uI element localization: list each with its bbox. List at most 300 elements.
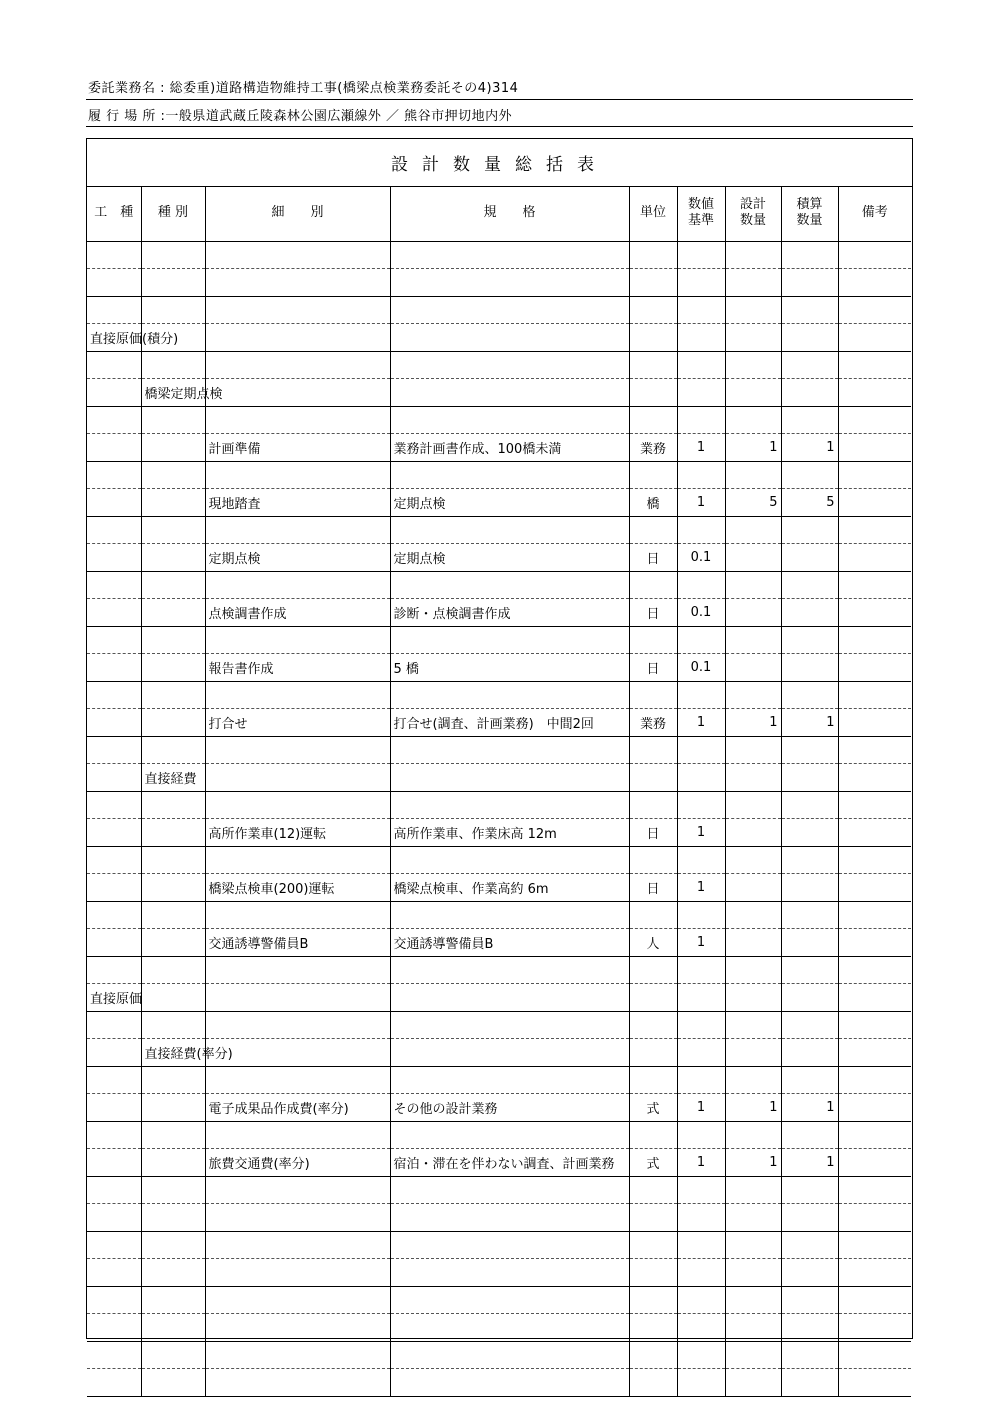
cell-biko <box>838 1204 911 1232</box>
cell-shubetsu <box>141 544 205 572</box>
cell-blank <box>390 626 629 654</box>
table-row <box>87 984 911 1012</box>
table-row <box>87 1149 911 1177</box>
cell-blank <box>87 1176 141 1204</box>
cell-blank <box>838 681 911 709</box>
table-row <box>87 599 911 627</box>
cell-blank <box>677 241 725 269</box>
cell-blank <box>141 1286 205 1314</box>
cell-blank <box>838 1066 911 1094</box>
cell-blank <box>781 846 838 874</box>
col-header-sekkei: 設計 数量 <box>725 186 781 241</box>
cell-blank <box>629 1231 677 1259</box>
cell-kikaku <box>390 1204 629 1232</box>
cell-blank <box>838 1286 911 1314</box>
cell-blank <box>781 901 838 929</box>
cell-kikaku: 高所作業車、作業床高 12m <box>390 819 629 847</box>
table-row-spacer <box>87 1286 911 1314</box>
table-row <box>87 544 911 572</box>
cell-blank <box>205 1011 390 1039</box>
cell-saibetsu <box>205 1314 390 1342</box>
cell-shubetsu <box>141 984 205 1012</box>
cell-blank <box>838 571 911 599</box>
table-row-spacer <box>87 626 911 654</box>
cell-sekkei <box>725 324 781 352</box>
header-rule-1 <box>86 99 913 100</box>
cell-sekkei <box>725 874 781 902</box>
cell-blank <box>205 1341 390 1369</box>
cell-blank <box>87 791 141 819</box>
cell-koshu: 直接原価(積分) <box>87 324 141 352</box>
cell-tani: 日 <box>629 819 677 847</box>
cell-blank <box>629 406 677 434</box>
cell-sekkei: 1 <box>725 434 781 462</box>
table-row <box>87 709 911 737</box>
cell-blank <box>781 1011 838 1039</box>
cell-blank <box>629 626 677 654</box>
cell-blank <box>629 296 677 324</box>
cell-blank <box>677 516 725 544</box>
cell-blank <box>781 571 838 599</box>
cell-kikaku: 業務計画書作成、100橋未満 <box>390 434 629 462</box>
col-header-tani: 単位 <box>629 186 677 241</box>
cell-sekkei <box>725 654 781 682</box>
cell-blank <box>629 1121 677 1149</box>
cell-blank <box>725 461 781 489</box>
cell-blank <box>390 1011 629 1039</box>
cell-koshu: 直接原価 <box>87 984 141 1012</box>
cell-blank <box>390 956 629 984</box>
cell-sekkei <box>725 544 781 572</box>
cell-tani <box>629 1204 677 1232</box>
cell-biko <box>838 1314 911 1342</box>
cell-blank <box>629 791 677 819</box>
table-row <box>87 1369 911 1397</box>
cell-blank <box>205 626 390 654</box>
cell-blank <box>87 351 141 379</box>
cell-suuchi: 1 <box>677 1094 725 1122</box>
col-header-sekisan: 積算 数量 <box>781 186 838 241</box>
cell-blank <box>390 516 629 544</box>
table-row-spacer <box>87 846 911 874</box>
cell-biko <box>838 324 911 352</box>
cell-saibetsu <box>205 1204 390 1232</box>
cell-blank <box>629 461 677 489</box>
cell-suuchi: 1 <box>677 489 725 517</box>
cell-blank <box>677 406 725 434</box>
table-row-spacer <box>87 901 911 929</box>
cell-blank <box>205 1231 390 1259</box>
cell-blank <box>725 1176 781 1204</box>
cell-blank <box>725 736 781 764</box>
work-location: 履 行 場 所 :一般県道武蔵丘陵森林公園広瀬線外 ／ 熊谷市押切地内外 <box>88 109 513 124</box>
cell-blank <box>390 1121 629 1149</box>
cell-blank <box>87 681 141 709</box>
cell-suuchi: 1 <box>677 709 725 737</box>
cell-blank <box>205 846 390 874</box>
cell-koshu <box>87 1149 141 1177</box>
cell-biko <box>838 819 911 847</box>
cell-blank <box>390 571 629 599</box>
cell-biko <box>838 269 911 297</box>
col-header-kikaku: 規 格 <box>390 186 629 241</box>
quantity-table <box>87 186 911 1397</box>
cell-kikaku <box>390 1259 629 1287</box>
cell-blank <box>87 626 141 654</box>
cell-blank <box>838 1231 911 1259</box>
cell-suuchi: 1 <box>677 874 725 902</box>
cell-saibetsu <box>205 324 390 352</box>
cell-biko <box>838 929 911 957</box>
table-row <box>87 764 911 792</box>
cell-blank <box>205 571 390 599</box>
cell-shubetsu <box>141 1149 205 1177</box>
col-header-shubetsu: 種 別 <box>141 186 205 241</box>
cell-suuchi <box>677 984 725 1012</box>
cell-sekkei <box>725 1259 781 1287</box>
cell-koshu <box>87 709 141 737</box>
cell-blank <box>141 461 205 489</box>
cell-blank <box>141 241 205 269</box>
cell-saibetsu <box>205 1259 390 1287</box>
cell-blank <box>629 1176 677 1204</box>
cell-sekkei <box>725 984 781 1012</box>
cell-biko <box>838 434 911 462</box>
header-rule-2 <box>86 126 913 127</box>
cell-blank <box>838 351 911 379</box>
cell-blank <box>781 351 838 379</box>
cell-blank <box>677 1176 725 1204</box>
cell-sekisan <box>781 929 838 957</box>
cell-biko <box>838 544 911 572</box>
cell-biko <box>838 654 911 682</box>
cell-blank <box>141 406 205 434</box>
cell-blank <box>141 1341 205 1369</box>
cell-blank <box>87 846 141 874</box>
cell-saibetsu: 点検調書作成 <box>205 599 390 627</box>
cell-blank <box>205 956 390 984</box>
cell-blank <box>838 626 911 654</box>
cell-blank <box>390 681 629 709</box>
cell-saibetsu: 報告書作成 <box>205 654 390 682</box>
cell-blank <box>87 901 141 929</box>
cell-suuchi <box>677 764 725 792</box>
contract-name: 委託業務名 : 総委重)道路構造物維持工事(橋梁点検業務委託その4)314 <box>88 81 519 96</box>
cell-blank <box>205 296 390 324</box>
cell-suuchi: 1 <box>677 819 725 847</box>
cell-blank <box>629 241 677 269</box>
cell-koshu <box>87 819 141 847</box>
cell-sekkei: 1 <box>725 1149 781 1177</box>
cell-blank <box>87 736 141 764</box>
cell-kikaku: 定期点検 <box>390 544 629 572</box>
cell-blank <box>390 296 629 324</box>
cell-kikaku: その他の設計業務 <box>390 1094 629 1122</box>
cell-sekkei <box>725 929 781 957</box>
cell-blank <box>141 1066 205 1094</box>
table-row-spacer <box>87 296 911 324</box>
cell-tani: 業務 <box>629 709 677 737</box>
cell-shubetsu <box>141 434 205 462</box>
table-row-spacer <box>87 406 911 434</box>
cell-sekisan <box>781 874 838 902</box>
cell-blank <box>725 351 781 379</box>
cell-tani: 式 <box>629 1149 677 1177</box>
cell-suuchi <box>677 269 725 297</box>
cell-koshu <box>87 1314 141 1342</box>
cell-blank <box>838 1176 911 1204</box>
cell-biko <box>838 1369 911 1397</box>
cell-blank <box>87 1066 141 1094</box>
cell-blank <box>781 791 838 819</box>
cell-kikaku: 打合せ(調査、計画業務) 中間2回 <box>390 709 629 737</box>
cell-koshu <box>87 764 141 792</box>
cell-blank <box>781 516 838 544</box>
cell-blank <box>677 1121 725 1149</box>
table-row <box>87 1204 911 1232</box>
cell-sekisan <box>781 654 838 682</box>
cell-sekisan <box>781 984 838 1012</box>
cell-biko <box>838 379 911 407</box>
cell-blank <box>205 1121 390 1149</box>
cell-blank <box>629 571 677 599</box>
cell-blank <box>141 791 205 819</box>
table-row <box>87 1039 911 1067</box>
cell-blank <box>838 1121 911 1149</box>
cell-shubetsu <box>141 1204 205 1232</box>
cell-kikaku: 交通誘導警備員B <box>390 929 629 957</box>
cell-sekisan <box>781 764 838 792</box>
cell-blank <box>838 1011 911 1039</box>
cell-kikaku: 宿泊・滞在を伴わない調査、計画業務 <box>390 1149 629 1177</box>
cell-kikaku <box>390 324 629 352</box>
cell-shubetsu <box>141 1314 205 1342</box>
cell-suuchi <box>677 1259 725 1287</box>
table-row <box>87 269 911 297</box>
cell-blank <box>141 351 205 379</box>
cell-kikaku <box>390 379 629 407</box>
cell-blank <box>141 901 205 929</box>
cell-blank <box>677 956 725 984</box>
cell-tani <box>629 984 677 1012</box>
cell-biko <box>838 874 911 902</box>
cell-blank <box>838 901 911 929</box>
table-row-spacer <box>87 1341 911 1369</box>
cell-sekkei <box>725 269 781 297</box>
table-row-spacer <box>87 1176 911 1204</box>
cell-blank <box>677 351 725 379</box>
cell-blank <box>141 626 205 654</box>
cell-blank <box>390 461 629 489</box>
cell-sekisan: 1 <box>781 709 838 737</box>
col-header-biko: 備考 <box>838 186 911 241</box>
cell-blank <box>781 1341 838 1369</box>
cell-saibetsu: 打合せ <box>205 709 390 737</box>
cell-kikaku <box>390 269 629 297</box>
cell-blank <box>87 1231 141 1259</box>
cell-blank <box>677 461 725 489</box>
cell-shubetsu <box>141 874 205 902</box>
cell-blank <box>390 406 629 434</box>
cell-biko <box>838 1259 911 1287</box>
table-row-spacer <box>87 791 911 819</box>
cell-blank <box>205 1286 390 1314</box>
cell-shubetsu <box>141 1094 205 1122</box>
cell-saibetsu <box>205 984 390 1012</box>
cell-shubetsu <box>141 1259 205 1287</box>
table-row-spacer <box>87 1011 911 1039</box>
cell-blank <box>629 351 677 379</box>
cell-sekisan: 1 <box>781 434 838 462</box>
cell-koshu <box>87 544 141 572</box>
cell-kikaku <box>390 1369 629 1397</box>
cell-blank <box>390 241 629 269</box>
cell-tani <box>629 764 677 792</box>
cell-blank <box>390 846 629 874</box>
cell-kikaku <box>390 1314 629 1342</box>
cell-koshu <box>87 599 141 627</box>
cell-suuchi <box>677 1314 725 1342</box>
cell-blank <box>781 1231 838 1259</box>
cell-blank <box>629 1341 677 1369</box>
cell-sekisan <box>781 1314 838 1342</box>
cell-blank <box>87 1341 141 1369</box>
cell-saibetsu: 定期点検 <box>205 544 390 572</box>
table-row <box>87 1094 911 1122</box>
cell-blank <box>781 1176 838 1204</box>
cell-blank <box>205 516 390 544</box>
cell-blank <box>141 516 205 544</box>
cell-blank <box>141 1121 205 1149</box>
cell-blank <box>677 1011 725 1039</box>
cell-blank <box>205 736 390 764</box>
cell-koshu <box>87 379 141 407</box>
cell-blank <box>725 1121 781 1149</box>
cell-blank <box>390 1286 629 1314</box>
cell-blank <box>725 791 781 819</box>
cell-blank <box>390 1176 629 1204</box>
cell-sekisan: 1 <box>781 1149 838 1177</box>
cell-blank <box>781 296 838 324</box>
cell-blank <box>838 791 911 819</box>
cell-blank <box>725 296 781 324</box>
cell-blank <box>725 681 781 709</box>
cell-blank <box>205 351 390 379</box>
cell-blank <box>629 736 677 764</box>
cell-sekisan <box>781 379 838 407</box>
cell-blank <box>725 846 781 874</box>
cell-tani: 日 <box>629 599 677 627</box>
cell-blank <box>629 846 677 874</box>
cell-blank <box>677 571 725 599</box>
cell-sekisan <box>781 544 838 572</box>
cell-suuchi <box>677 1369 725 1397</box>
cell-blank <box>629 516 677 544</box>
cell-blank <box>781 681 838 709</box>
cell-blank <box>87 1121 141 1149</box>
cell-saibetsu: 計画準備 <box>205 434 390 462</box>
table-row <box>87 489 911 517</box>
cell-blank <box>629 1286 677 1314</box>
cell-blank <box>141 736 205 764</box>
cell-blank <box>725 956 781 984</box>
cell-blank <box>390 1341 629 1369</box>
cell-suuchi: 0.1 <box>677 544 725 572</box>
cell-blank <box>838 736 911 764</box>
cell-blank <box>781 1066 838 1094</box>
cell-sekkei: 1 <box>725 709 781 737</box>
cell-blank <box>677 1286 725 1314</box>
sheet-title: 設計数量総括表 <box>87 139 912 187</box>
cell-blank <box>725 516 781 544</box>
cell-tani <box>629 1259 677 1287</box>
cell-blank <box>725 1231 781 1259</box>
table-row-spacer <box>87 351 911 379</box>
cell-blank <box>141 1011 205 1039</box>
cell-koshu <box>87 1204 141 1232</box>
cell-blank <box>141 846 205 874</box>
cell-biko <box>838 1149 911 1177</box>
table-row <box>87 324 911 352</box>
cell-blank <box>838 461 911 489</box>
table-row <box>87 654 911 682</box>
table-row <box>87 1314 911 1342</box>
cell-blank <box>781 241 838 269</box>
cell-blank <box>87 241 141 269</box>
cell-saibetsu <box>205 269 390 297</box>
table-row <box>87 379 911 407</box>
cell-koshu <box>87 1369 141 1397</box>
cell-koshu <box>87 1259 141 1287</box>
cell-blank <box>141 956 205 984</box>
cell-tani: 業務 <box>629 434 677 462</box>
cell-tani: 式 <box>629 1094 677 1122</box>
cell-suuchi <box>677 1039 725 1067</box>
cell-blank <box>629 681 677 709</box>
cell-blank <box>781 1286 838 1314</box>
cell-tani: 日 <box>629 874 677 902</box>
col-header-saibetsu: 細 別 <box>205 186 390 241</box>
cell-blank <box>87 571 141 599</box>
cell-blank <box>725 1011 781 1039</box>
cell-blank <box>725 1286 781 1314</box>
cell-sekisan <box>781 324 838 352</box>
cell-blank <box>390 791 629 819</box>
cell-blank <box>725 901 781 929</box>
cell-shubetsu: 直接経費(率分) <box>141 1039 205 1067</box>
cell-biko <box>838 709 911 737</box>
cell-blank <box>781 461 838 489</box>
cell-sekisan <box>781 599 838 627</box>
cell-shubetsu <box>141 489 205 517</box>
table-header-row <box>87 186 911 241</box>
col-header-koshu: 工 種 <box>87 186 141 241</box>
cell-blank <box>725 626 781 654</box>
cell-blank <box>629 901 677 929</box>
cell-blank <box>677 736 725 764</box>
table-row <box>87 874 911 902</box>
cell-blank <box>725 571 781 599</box>
cell-saibetsu: 旅費交通費(率分) <box>205 1149 390 1177</box>
table-row-spacer <box>87 461 911 489</box>
cell-blank <box>838 296 911 324</box>
cell-shubetsu: 橋梁定期点検 <box>141 379 205 407</box>
cell-blank <box>781 626 838 654</box>
cell-sekkei <box>725 1369 781 1397</box>
cell-blank <box>390 736 629 764</box>
cell-shubetsu <box>141 269 205 297</box>
cell-suuchi <box>677 324 725 352</box>
